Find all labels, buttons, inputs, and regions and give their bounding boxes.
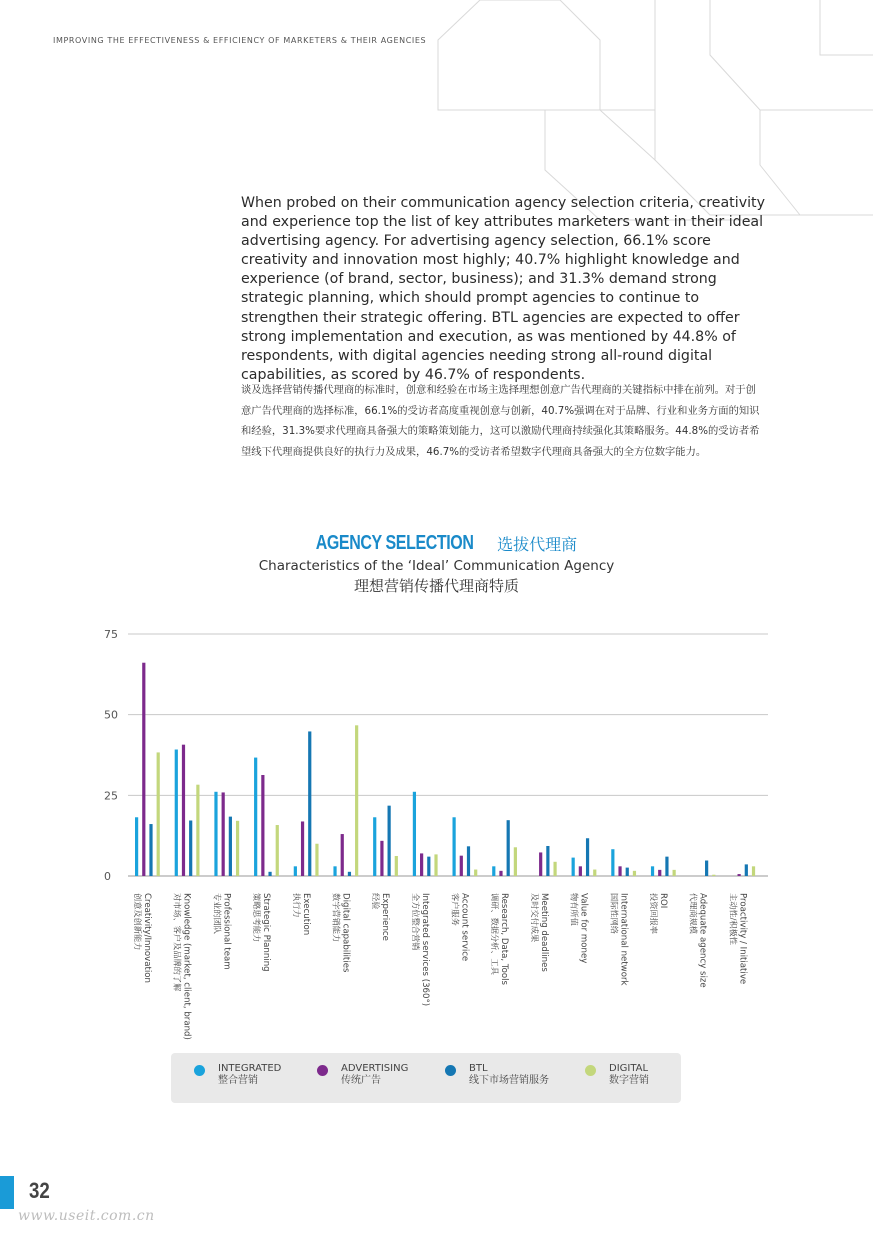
x-tick-label: ROI	[657, 893, 668, 909]
bar-advertising-12	[618, 866, 621, 876]
bar-btl-8	[467, 846, 470, 876]
x-tick-label-cn: 投资回报率	[648, 893, 659, 934]
bar-integrated-12	[611, 849, 614, 876]
y-tick-label: 50	[104, 708, 118, 722]
bar-advertising-2	[222, 792, 225, 876]
y-tick-label: 75	[104, 628, 118, 641]
x-tick-label-cn: 主动性/积极性	[728, 893, 739, 945]
paragraph-en-text: When probed on their communication agency selection criteria, creativity and experience top the list of key attributes marketers want in their ideal advertising agency. For advertising agency selection, 66.1% score creativity and innovation most highly; 40.7% highlight knowledge and experience (of brand, sector, business); and 31.3% demand strong strategic planning, which should prompt agencies to continue to strengthen their strategic offering. BTL agencies are expected to offer strong implementation and execution, as was mentioned by 44.8% of respondents, with digital agencies needing strong all-round digital capabilities, as scored by 46.7% of respondents.	[241, 195, 765, 383]
bar-digital-1	[196, 785, 199, 876]
bar-btl-0	[149, 824, 152, 876]
bar-digital-15	[752, 866, 755, 876]
legend-label-cn: 数字营销	[609, 1075, 649, 1086]
chart-subtitle-cn: 理想营销传播代理商特质	[353, 577, 519, 595]
bar-advertising-8	[460, 856, 463, 876]
bar-advertising-15	[738, 874, 741, 876]
bar-btl-15	[745, 864, 748, 876]
x-tick-label: Proactivity / Initiative	[737, 893, 748, 985]
x-tick-label-cn: 经验	[371, 893, 382, 910]
bar-integrated-8	[453, 817, 456, 876]
bar-integrated-2	[214, 792, 217, 876]
bar-advertising-9	[499, 871, 502, 876]
bar-advertising-11	[579, 866, 582, 876]
chart-title-cn: 选拔代理商	[497, 534, 578, 554]
bar-btl-12	[626, 868, 629, 876]
legend-label-cn: 线下市场营销服务	[469, 1075, 549, 1086]
bar-btl-7	[427, 857, 430, 876]
bar-integrated-7	[413, 792, 416, 876]
legend-swatch-advertising	[317, 1065, 328, 1076]
chart-title: AGENCY SELECTION	[315, 531, 474, 554]
bar-advertising-5	[341, 834, 344, 876]
legend-item-digital	[609, 1063, 649, 1087]
bar-btl-11	[586, 838, 589, 876]
x-tick-label: Professional team	[221, 893, 232, 970]
bar-digital-8	[474, 870, 477, 876]
bar-digital-14	[712, 875, 715, 876]
x-tick-label: International network	[618, 893, 629, 986]
bar-btl-9	[507, 820, 510, 876]
bar-advertising-7	[420, 853, 423, 876]
legend-label-cn: 传统广告	[341, 1075, 381, 1086]
watermark: www.useit.com.cn	[18, 1208, 155, 1224]
x-tick-label: Strategic Planning	[261, 893, 272, 972]
x-tick-label-cn: 国际性网络	[609, 893, 620, 934]
page-number-bar	[0, 1176, 14, 1209]
x-tick-label-cn: 策略思考能力	[252, 893, 263, 943]
bar-integrated-4	[294, 866, 297, 876]
bar-btl-3	[268, 872, 271, 876]
x-tick-label-cn: 客户服务	[450, 893, 461, 926]
running-header: IMPROVING THE EFFECTIVENESS & EFFICIENCY OF MARKETERS & THEIR AGENCIES	[53, 36, 427, 45]
bar-btl-10	[546, 846, 549, 876]
body-paragraph-cn: 谈及选择营销传播代理商的标准时，创意和经验在市场主选择理想创意广告代理商的关键指标中排在前列。对于创意广告代理商的选择标准，66.1%的受访者高度重视创意与创新，40.7%强调在对于品牌、行业和业务方面的知识和经验，31.3%要求代理商具备强大的策略策划能力，这可以激励代理商持续强化其策略服务。44.8%的受访者希望线下代理商提供良好的执行力及成果，46.7%的受访者希望数字代理商具备强大的全方位数字能力。	[241, 384, 760, 458]
bar-digital-7	[434, 854, 437, 876]
x-tick-label-cn: 调研、数据分析、工具	[490, 893, 501, 975]
bar-advertising-13	[658, 870, 661, 876]
legend-label: INTEGRATED	[218, 1063, 282, 1074]
x-tick-label: Creativity/Innovation	[142, 893, 152, 983]
x-tick-label-cn: 及时交付成果	[529, 893, 540, 943]
x-tick-label: Integrated services (360°)	[419, 893, 430, 1007]
legend-label: DIGITAL	[609, 1063, 649, 1074]
bar-btl-5	[348, 872, 351, 876]
x-tick-label: Knowledge (market, client, brand)	[181, 893, 192, 1040]
bar-advertising-3	[261, 775, 264, 876]
x-tick-label-cn: 对市场、客户及品牌的了解	[172, 893, 183, 992]
bar-digital-2	[236, 821, 239, 876]
x-tick-label: Adequate agency size	[697, 893, 708, 988]
bar-integrated-3	[254, 758, 257, 876]
x-tick-label-cn: 执行力	[291, 893, 302, 918]
bar-btl-14	[705, 861, 708, 876]
bar-integrated-0	[135, 817, 138, 876]
y-tick-label: 0	[104, 870, 111, 883]
bar-digital-13	[673, 870, 676, 876]
bar-advertising-4	[301, 821, 304, 876]
legend-label-cn: 整合营销	[218, 1075, 258, 1086]
bar-digital-9	[514, 847, 517, 876]
x-tick-label-cn: 代理商规模	[688, 893, 699, 934]
bar-integrated-5	[333, 866, 336, 876]
bar-advertising-6	[380, 841, 383, 876]
bar-digital-12	[633, 871, 636, 876]
x-tick-label-cn: 专业的团队	[212, 893, 223, 934]
legend-swatch-digital	[585, 1065, 596, 1076]
legend-label: ADVERTISING	[341, 1063, 409, 1074]
chart-subtitle: Characteristics of the ‘Ideal’ Communication Agency	[258, 558, 615, 574]
legend-swatch-btl	[445, 1065, 456, 1076]
legend-label: BTL	[469, 1063, 488, 1074]
bar-integrated-13	[651, 866, 654, 876]
x-tick-label-cn: 全方位整合营销	[410, 893, 421, 951]
bar-digital-6	[395, 856, 398, 876]
x-tick-label: Account service	[459, 893, 470, 962]
x-tick-label: Research, Data, Tools	[499, 893, 510, 986]
bar-advertising-0	[142, 663, 145, 876]
bar-integrated-9	[492, 866, 495, 876]
bar-integrated-1	[175, 750, 178, 876]
bar-btl-1	[189, 821, 192, 876]
bar-digital-10	[553, 862, 556, 876]
legend-swatch-integrated	[194, 1065, 205, 1076]
chart-legend	[171, 1053, 681, 1103]
x-tick-label-cn: 物有所值	[569, 893, 580, 926]
bar-digital-5	[355, 725, 358, 876]
bar-digital-0	[157, 752, 160, 876]
x-tick-label: Meeting deadlines	[538, 893, 549, 972]
legend-item-advertising	[341, 1063, 408, 1087]
x-tick-label: Execution	[300, 893, 311, 936]
bar-advertising-1	[182, 745, 185, 876]
x-tick-label: Experience	[380, 893, 391, 941]
bar-advertising-10	[539, 852, 542, 876]
bar-integrated-6	[373, 817, 376, 876]
y-tick-label: 25	[104, 789, 118, 803]
x-tick-label: Value for money	[578, 893, 589, 964]
bar-digital-11	[593, 870, 596, 876]
page-number: 32	[29, 1178, 50, 1203]
legend-item-btl	[469, 1063, 549, 1087]
bar-btl-6	[388, 806, 391, 876]
x-tick-label-cn: 创意及创新能力	[133, 893, 143, 951]
bar-btl-4	[308, 731, 311, 876]
bar-btl-2	[229, 817, 232, 876]
bar-integrated-11	[572, 858, 575, 876]
x-tick-label: Digital capabilities	[340, 893, 351, 973]
legend-item-integrated	[218, 1063, 281, 1087]
bar-digital-4	[315, 844, 318, 876]
bar-digital-3	[276, 825, 279, 876]
x-tick-label-cn: 数字营销能力	[331, 893, 342, 943]
bar-btl-13	[665, 857, 668, 876]
